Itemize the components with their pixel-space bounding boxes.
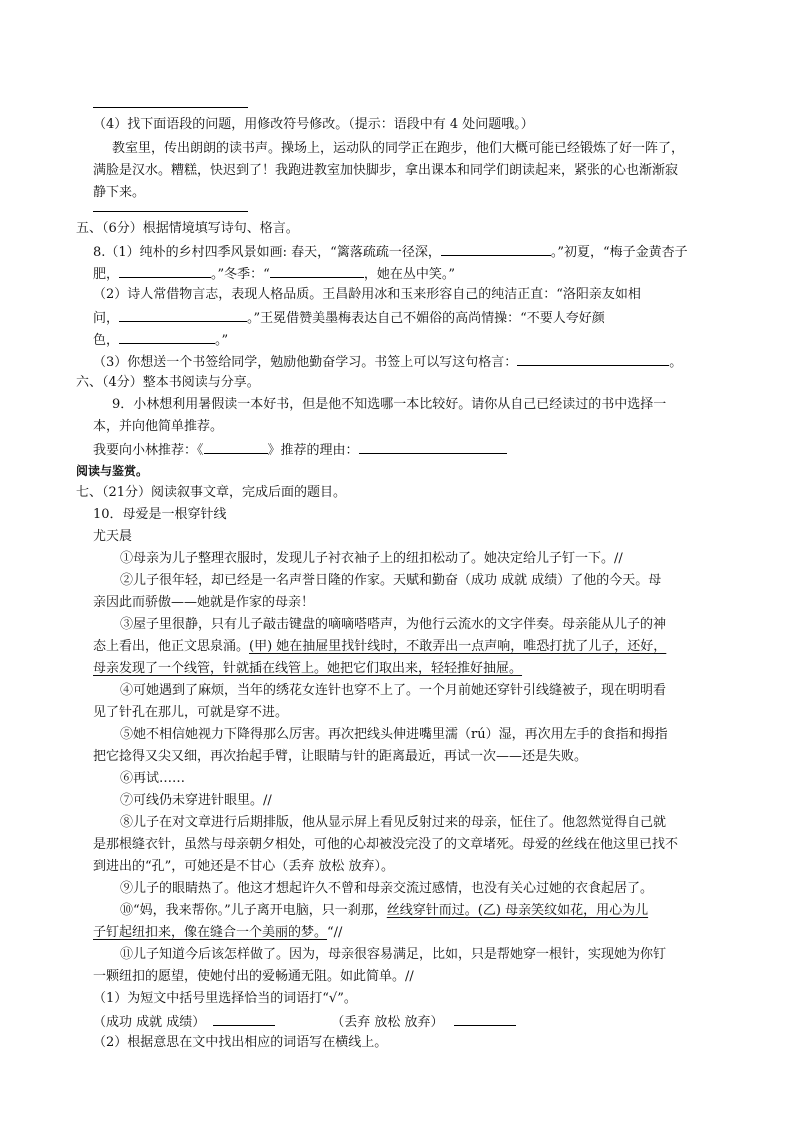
q8-2-line-2 bbox=[93, 308, 605, 328]
q8-1-text-d: 。”冬季：“ bbox=[211, 267, 270, 282]
section-6-heading: 六、（4分）整本书阅读与分享。 bbox=[76, 375, 260, 390]
q8-3-text-a: （3）你想送一个书签给同学，勉励他勤奋学习。书签上可以写这句格言： bbox=[93, 355, 518, 370]
paragraph-11-line-2: 一颗纽扣的愿望，使她付出的爱畅通无阻。如此简单。// bbox=[93, 969, 414, 984]
paragraph-10-underlined-end: 子钉起纽扣来，像在缝合一个美丽的梦。 bbox=[93, 925, 328, 940]
q8-1-line-2 bbox=[93, 264, 455, 284]
paragraph-10-line-1 bbox=[120, 902, 648, 920]
q9-blank-book[interactable] bbox=[204, 440, 268, 454]
paragraph-10-underlined-yi: 丝线穿针而过。(乙) 母亲笑纹如花，用心为儿 bbox=[386, 903, 649, 918]
section-7-heading: 七、（21分）阅读叙事文章，完成后面的题目。 bbox=[76, 485, 347, 500]
paragraph-5-line-1: ⑤她不相信她视力下降得那么厉害。再次把线头伸进嘴里濡（rú）湿，再次用左手的食指和拇指 bbox=[120, 727, 668, 742]
sub-question-1-answers bbox=[93, 1012, 516, 1032]
paragraph-4-line-2: 见了针孔在那儿，可就是穿不进。 bbox=[93, 705, 289, 720]
q9-text-a: 我要向小林推荐：《 bbox=[93, 443, 204, 458]
paragraph-3-line-2 bbox=[93, 638, 666, 656]
q8-2-blank-mei[interactable] bbox=[119, 330, 215, 344]
q8-2-text-b: 问， bbox=[93, 311, 120, 326]
q4-paragraph-line-2: 满脸是汉水。糟糕，快迟到了！我跑进教室加快脚步，拿出课本和同学们朗读起来，紧张的心也渐渐寂 bbox=[93, 163, 679, 178]
q9-blank-reason[interactable] bbox=[359, 440, 507, 454]
q9-line-3 bbox=[93, 440, 507, 460]
q8-1-text-a: 8.（1）纯朴的乡村四季风景如画: 春天，“篱落疏疏一径深， bbox=[93, 245, 441, 260]
reading-section-heading: 阅读与鉴赏。 bbox=[76, 464, 149, 478]
paragraph-3-line-1: ③屋子里很静，只有儿子敲击键盘的嘀嘀嗒嗒声，为他行云流水的文字伴奏。母亲能从儿子的神 bbox=[120, 617, 667, 632]
q8-3-line bbox=[93, 352, 682, 372]
sub-question-1: （1）为短文中括号里选择恰当的词语打“√”。 bbox=[93, 991, 357, 1006]
q8-2-text-c: 。”王冕借赞美墨梅表达自己不媚俗的高尚情操：“不要人夸好颜 bbox=[247, 311, 605, 326]
paragraph-3-underlined-a: 母亲发现了一个线管，针就插在线管上。 bbox=[93, 661, 328, 676]
q8-3-text-b: 。 bbox=[669, 355, 683, 370]
sub-1-blank-b[interactable] bbox=[454, 1012, 516, 1026]
paragraph-3-text-a: 态上看出，他正文思泉涌。 bbox=[93, 639, 250, 654]
paragraph-11-line-1: ⑪儿子知道今后该怎样做了。因为，母亲很容易满足，比如，只是帮她穿一根针，实现她为你钉 bbox=[120, 947, 667, 962]
q8-1-blank-winter[interactable] bbox=[270, 264, 364, 278]
sub-1-choice-a: （成功 成就 成绩） bbox=[93, 1015, 206, 1030]
q8-1-text-c: 肥， bbox=[93, 267, 120, 282]
paragraph-10-text-end: “// bbox=[327, 925, 343, 940]
q4-answer-line bbox=[93, 211, 248, 212]
paragraph-10-line-2 bbox=[93, 924, 342, 942]
q8-1-text-b: 。”初夏，“梅子金黄杏子 bbox=[550, 245, 688, 260]
paragraph-8-line-3: 到进出的“孔”，可她还是不甘心（丢弃 放松 放弃）。 bbox=[93, 859, 395, 874]
section-5-heading: 五、（6分）根据情境填写诗句、格言。 bbox=[76, 221, 299, 236]
q4-prompt: （4）找下面语段的问题，用修改符号修改。（提示：语段中有 4 处问题哦。） bbox=[93, 117, 534, 132]
q10-title: 10．母爱是一根穿针线 bbox=[93, 507, 227, 522]
article-author: 尤天晨 bbox=[93, 529, 133, 544]
sub-question-2: （2）根据意思在文中找出相应的词语写在横线上。 bbox=[93, 1035, 388, 1050]
paragraph-6: ⑥再试…… bbox=[120, 771, 186, 786]
q8-2-line-1: （2）诗人常借物言志，表现人格品质。王昌龄用冰和玉来形容自己的纯洁正直：“洛阳亲友如相 bbox=[93, 287, 641, 302]
q4-paragraph-line-1: 教室里，传出朗朗的读书声。操场上，运动队的同学正在跑步，他们大概可能已经锻炼了好一阵了， bbox=[112, 141, 685, 156]
paragraph-2-line-2: 亲因此而骄傲——她就是作家的母亲！ bbox=[93, 595, 315, 610]
q9-text-b: 》推荐的理由： bbox=[267, 443, 359, 458]
q8-2-line-3 bbox=[93, 330, 228, 350]
q4-paragraph-line-3: 静下来。 bbox=[93, 185, 146, 200]
sub-1-blank-a[interactable] bbox=[213, 1012, 275, 1026]
answer-line-top bbox=[93, 107, 248, 108]
paragraph-8-line-2: 是那根缝衣针，虽然与母亲朝夕相处，可他的心却被没完没了的文章堵死。母爱的丝线在他这里已找不 bbox=[93, 837, 679, 852]
q8-1-text-e: ，她在丛中笑。” bbox=[363, 267, 455, 282]
paragraph-10-text-a: ⑩“妈，我来帮你。”儿子离开电脑，只一刹那， bbox=[120, 903, 387, 918]
paragraph-8-line-1: ⑧儿子在对文章进行后期排版，他从显示屏上看见反射过来的母亲，怔住了。他忽然觉得自己就 bbox=[120, 815, 667, 830]
paragraph-4-line-1: ④可她遇到了麻烦，当年的绣花女连针也穿不上了。一个月前她还穿针引线缝被子，现在明明看 bbox=[120, 683, 667, 698]
q8-3-blank-motto[interactable] bbox=[517, 352, 669, 366]
paragraph-2-line-1: ②儿子很年轻，却已经是一名声誉日隆的作家。天赋和勤奋（成功 成就 成绩）了他的今天。母 bbox=[120, 573, 662, 588]
paragraph-5-line-2: 把它捻得又尖又细，再次抬起手臂，让眼睛与针的距离最近，再试一次——还是失败。 bbox=[93, 749, 588, 764]
q9-line-1: 9．小林想利用暑假读一本好书，但是他不知选哪一本比较好。请你从自己已经读过的书中选择一 bbox=[112, 397, 667, 412]
q8-2-blank-wang[interactable] bbox=[119, 308, 247, 322]
q9-line-2: 本，并向他简单推荐。 bbox=[93, 419, 224, 434]
sub-1-choice-b: （丢弃 放松 放弃） bbox=[331, 1015, 444, 1030]
paragraph-3-underlined-jia: (甲) 她在抽屉里找针线时，不敢弄出一点声响，唯恐打扰了儿子，还好， bbox=[249, 639, 667, 654]
paragraph-1: ①母亲为儿子整理衣服时，发现儿子衬衣袖子上的纽扣松动了。她决定给儿子钉一下。// bbox=[120, 551, 623, 566]
paragraph-3-underlined-b: 她把它们取出来，轻轻推好抽屉。 bbox=[327, 661, 523, 676]
q8-1-blank-spring[interactable] bbox=[441, 242, 551, 256]
q8-2-text-d: 色， bbox=[93, 333, 120, 348]
q8-1-line-1 bbox=[93, 242, 688, 262]
q8-2-text-e: 。” bbox=[215, 333, 229, 348]
paragraph-9-line-1: ⑨儿子的眼睛热了。他这才想起许久不曾和母亲交流过感情，也没有关心过她的衣食起居了。 bbox=[120, 881, 654, 896]
paragraph-7: ⑦可线仍未穿进针眼里。// bbox=[120, 793, 272, 808]
q8-1-blank-summer[interactable] bbox=[119, 264, 211, 278]
paragraph-3-line-3 bbox=[93, 660, 522, 678]
